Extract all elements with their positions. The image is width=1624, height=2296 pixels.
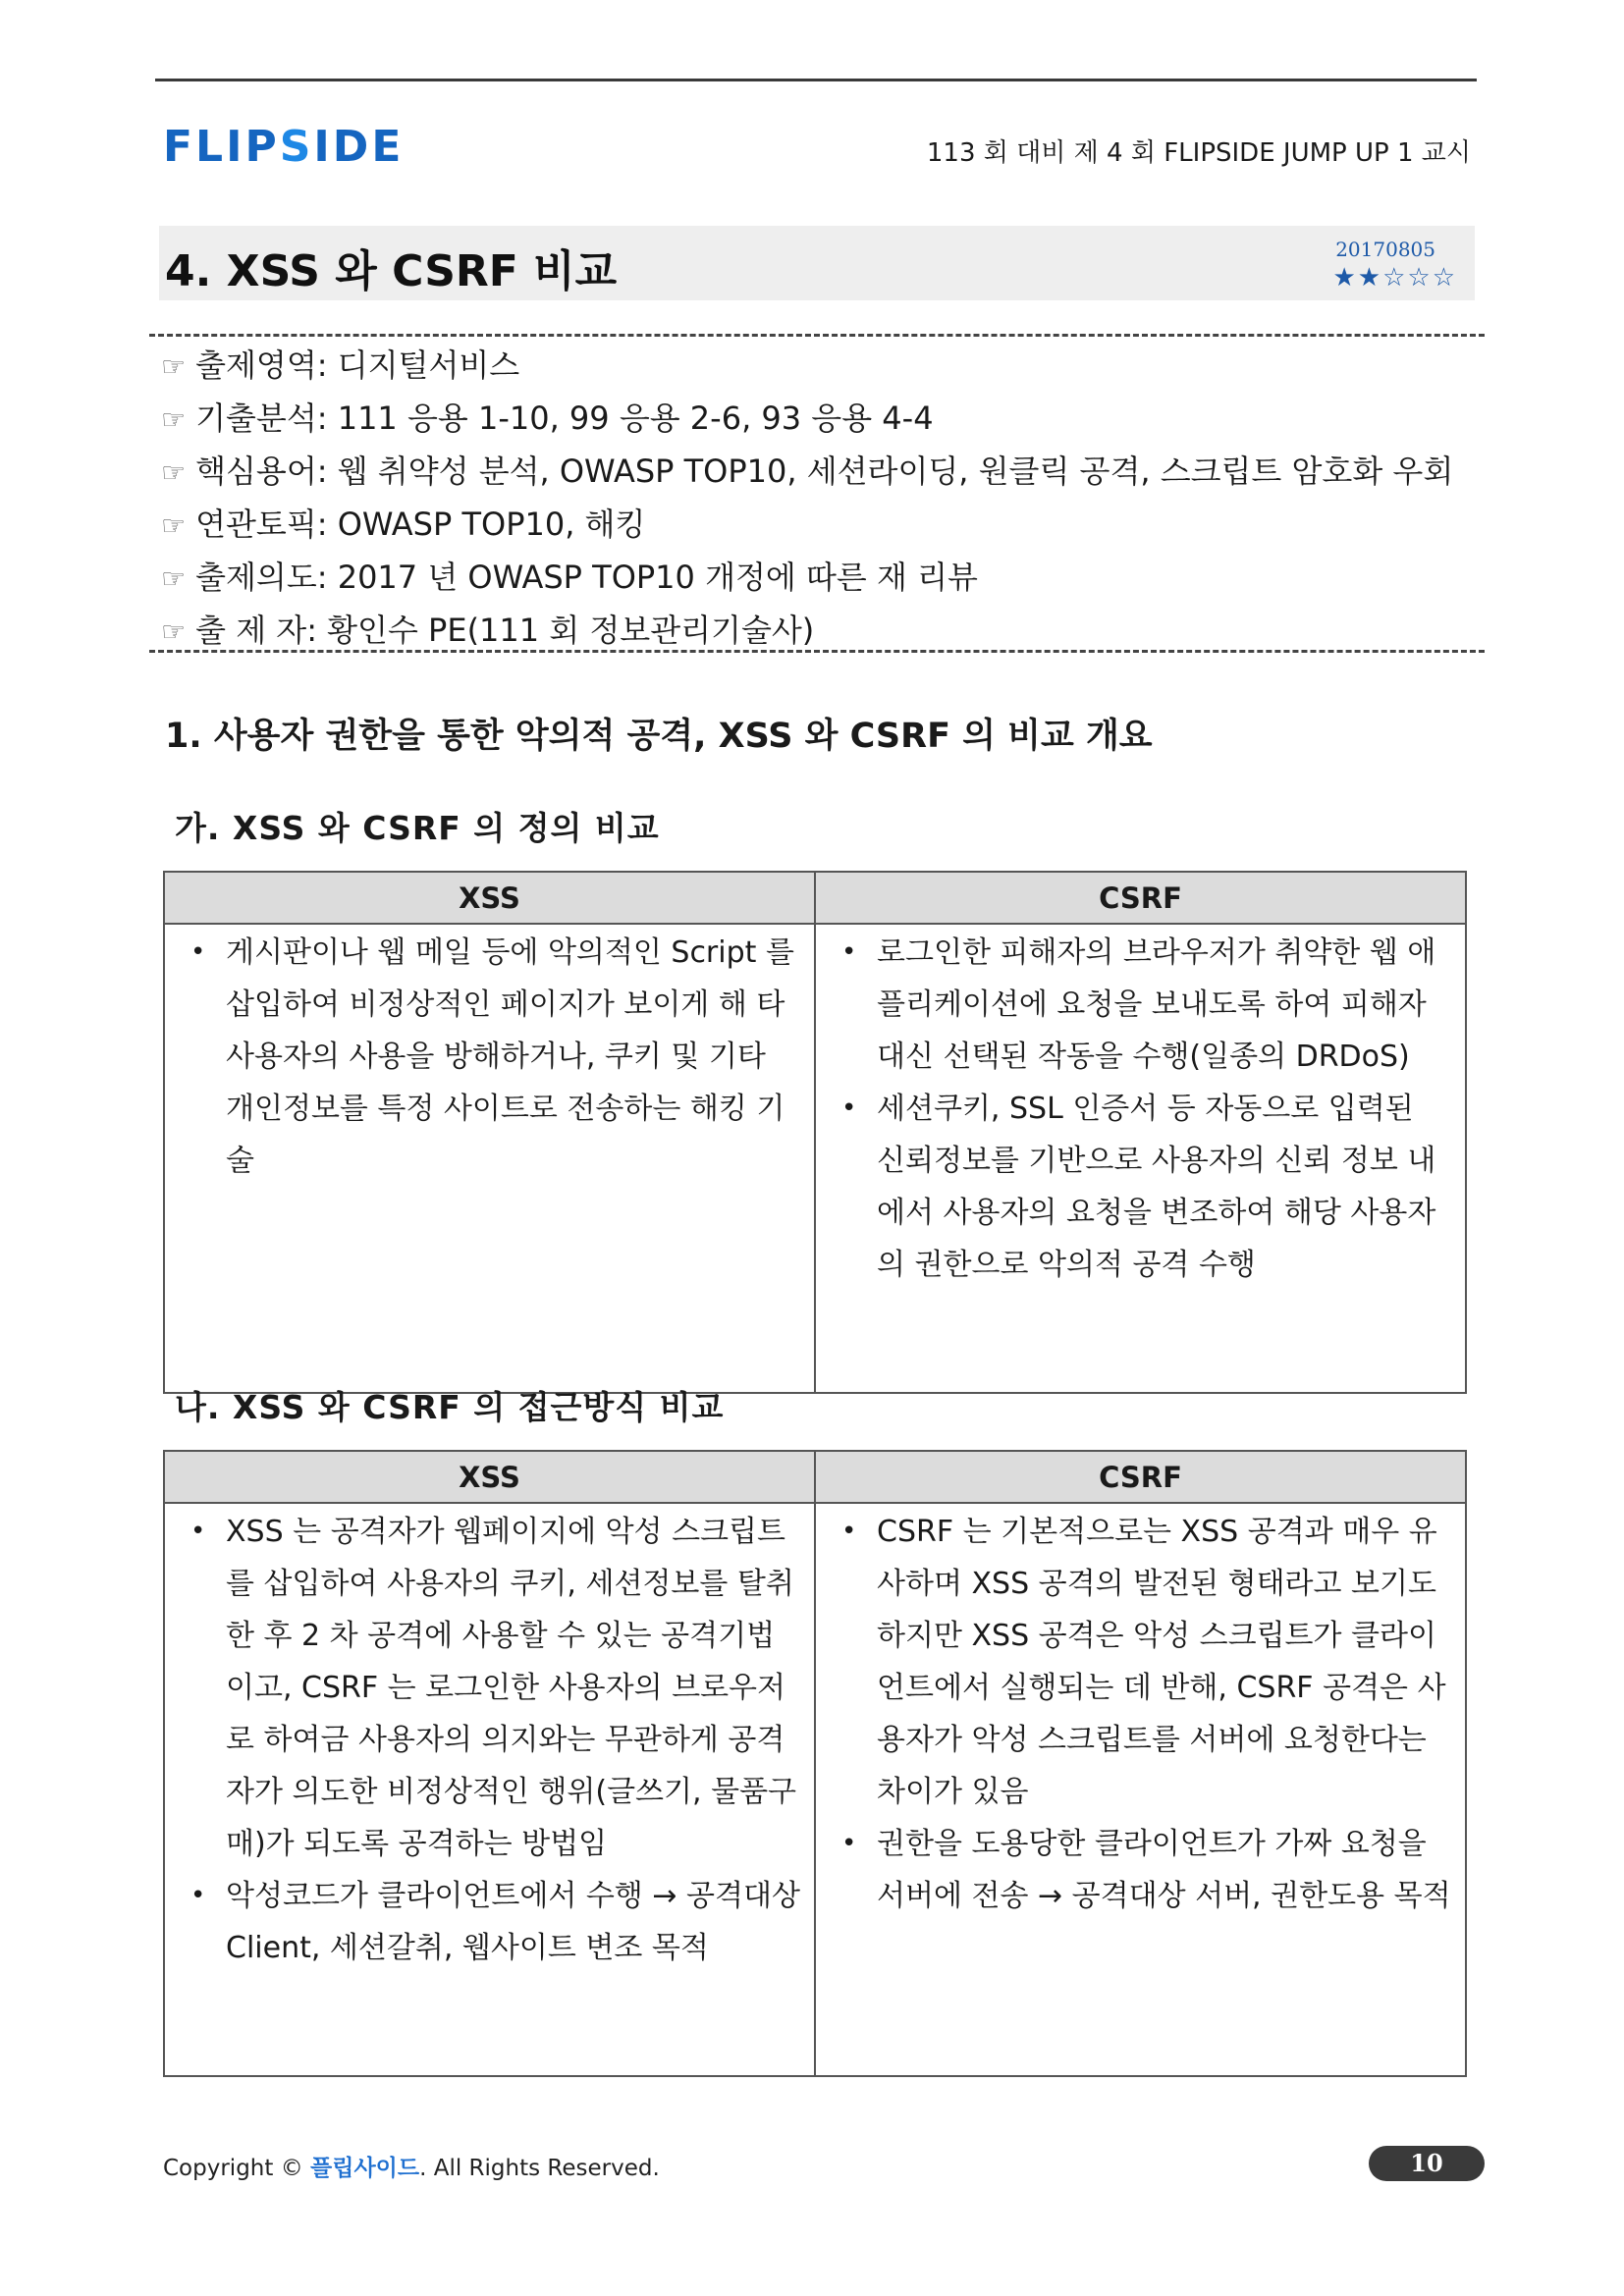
header-rule <box>155 79 1477 81</box>
meta-row <box>161 393 1453 446</box>
meta-row <box>161 446 1453 499</box>
list-item: • 권한을 도용당한 클라이언트가 가짜 요청을 서버에 전송 → 공격대상 서버, 권한도용 목적 <box>877 1818 1451 1922</box>
difficulty-rating: ★★☆☆☆ <box>1332 263 1457 293</box>
meta-row <box>161 552 1453 605</box>
meta-text: 출제의도: 2017 년 OWASP TOP10 개정에 따른 재 리뷰 <box>195 559 978 596</box>
list-item: • 악성코드가 클라이언트에서 수행 → 공격대상 Client, 세션갈취, 웹사이트 변조 목적 <box>226 1870 800 1974</box>
page-number: 10 <box>1369 2146 1485 2181</box>
xss-approach-cell <box>164 1503 815 2076</box>
meta-text: 출제영역: 디지털서비스 <box>195 347 520 384</box>
copyright-footer <box>163 2150 660 2182</box>
meta-row <box>161 340 1453 393</box>
meta-text: 출 제 자: 황인수 PE(111 회 정보관리기술사) <box>195 612 815 649</box>
copyright-prefix: Copyright © <box>163 2156 303 2181</box>
csrf-approach-cell <box>815 1503 1466 2076</box>
flipside-logo: FLIPSIDE <box>163 122 405 172</box>
column-header-xss: XSS <box>164 1451 815 1503</box>
pointing-hand-icon: ☞ <box>161 615 187 648</box>
subsection-heading-approach: 나. XSS 와 CSRF 의 접근방식 비교 <box>175 1388 725 1426</box>
list-item: • 게시판이나 웹 메일 등에 악의적인 Script 를 삽입하여 비정상적인 페이지가 보이게 해 타 사용자의 사용을 방해하거나, 쿠키 및 기타 개인정보를 특정 사이트로 전송하는 해킹 기술 <box>226 927 800 1187</box>
list-item: • 로그인한 피해자의 브라우저가 취약한 웹 애플리케이션에 요청을 보내도록 하여 피해자 대신 선택된 작동을 수행(일종의 DRDoS) <box>877 927 1451 1083</box>
pointing-hand-icon: ☞ <box>161 509 187 542</box>
subsection-heading-definition: 가. XSS 와 CSRF 의 정의 비교 <box>175 809 660 847</box>
column-header-xss: XSS <box>164 872 815 924</box>
meta-divider-top <box>149 334 1485 337</box>
definition-comparison-table <box>163 871 1467 1394</box>
csrf-definition-cell <box>815 924 1466 1393</box>
xss-definition-cell <box>164 924 815 1393</box>
meta-text: 핵심용어: 웹 취약성 분석, OWASP TOP10, 세션라이딩, 원클릭 공격, 스크립트 암호화 우회 <box>195 453 1454 490</box>
meta-text: 연관토픽: OWASP TOP10, 해킹 <box>195 506 646 543</box>
pointing-hand-icon: ☞ <box>161 350 187 383</box>
meta-row <box>161 499 1453 552</box>
brand-name: 플립사이드 <box>310 2156 420 2181</box>
list-item: • XSS 는 공격자가 웹페이지에 악성 스크립트를 삽입하여 사용자의 쿠키, 세션정보를 탈취한 후 2 차 공격에 사용할 수 있는 공격기법이고, CSRF 는 로그인한 사용자의 브로우저로 하여금 사용자의 의지와는 무관하게 공격자가 의도한 비정상적인 행위(글쓰기, 물품구매)가 되도록 공격하는 방법임 <box>226 1506 800 1870</box>
pointing-hand-icon: ☞ <box>161 562 187 595</box>
issue-date: 20170805 <box>1335 238 1435 261</box>
section-heading: 1. 사용자 권한을 통한 악의적 공격, XSS 와 CSRF 의 비교 개요 <box>165 717 1153 756</box>
running-title: 113 회 대비 제 4 회 FLIPSIDE JUMP UP 1 교시 <box>926 138 1471 168</box>
pointing-hand-icon: ☞ <box>161 456 187 489</box>
meta-text: 기출분석: 111 응용 1-10, 99 응용 2-6, 93 응용 4-4 <box>195 400 934 437</box>
meta-divider-bottom <box>149 650 1485 653</box>
column-header-csrf: CSRF <box>815 872 1466 924</box>
approach-comparison-table <box>163 1450 1467 2077</box>
pointing-hand-icon: ☞ <box>161 403 187 436</box>
meta-block <box>161 340 1453 658</box>
list-item: • 세션쿠키, SSL 인증서 등 자동으로 입력된 신뢰정보를 기반으로 사용자의 신뢰 정보 내에서 사용자의 요청을 변조하여 해당 사용자의 권한으로 악의적 공격 수행 <box>877 1083 1451 1291</box>
list-item: • CSRF 는 기본적으로는 XSS 공격과 매우 유사하며 XSS 공격의 발전된 형태라고 보기도 하지만 XSS 공격은 악성 스크립트가 클라이언트에서 실행되는 데 반해, CSRF 공격은 사용자가 악성 스크립트를 서버에 요청한다는 차이가 있음 <box>877 1506 1451 1818</box>
page-title: 4. XSS 와 CSRF 비교 <box>165 246 618 296</box>
copyright-suffix: . All Rights Reserved. <box>419 2156 660 2181</box>
column-header-csrf: CSRF <box>815 1451 1466 1503</box>
